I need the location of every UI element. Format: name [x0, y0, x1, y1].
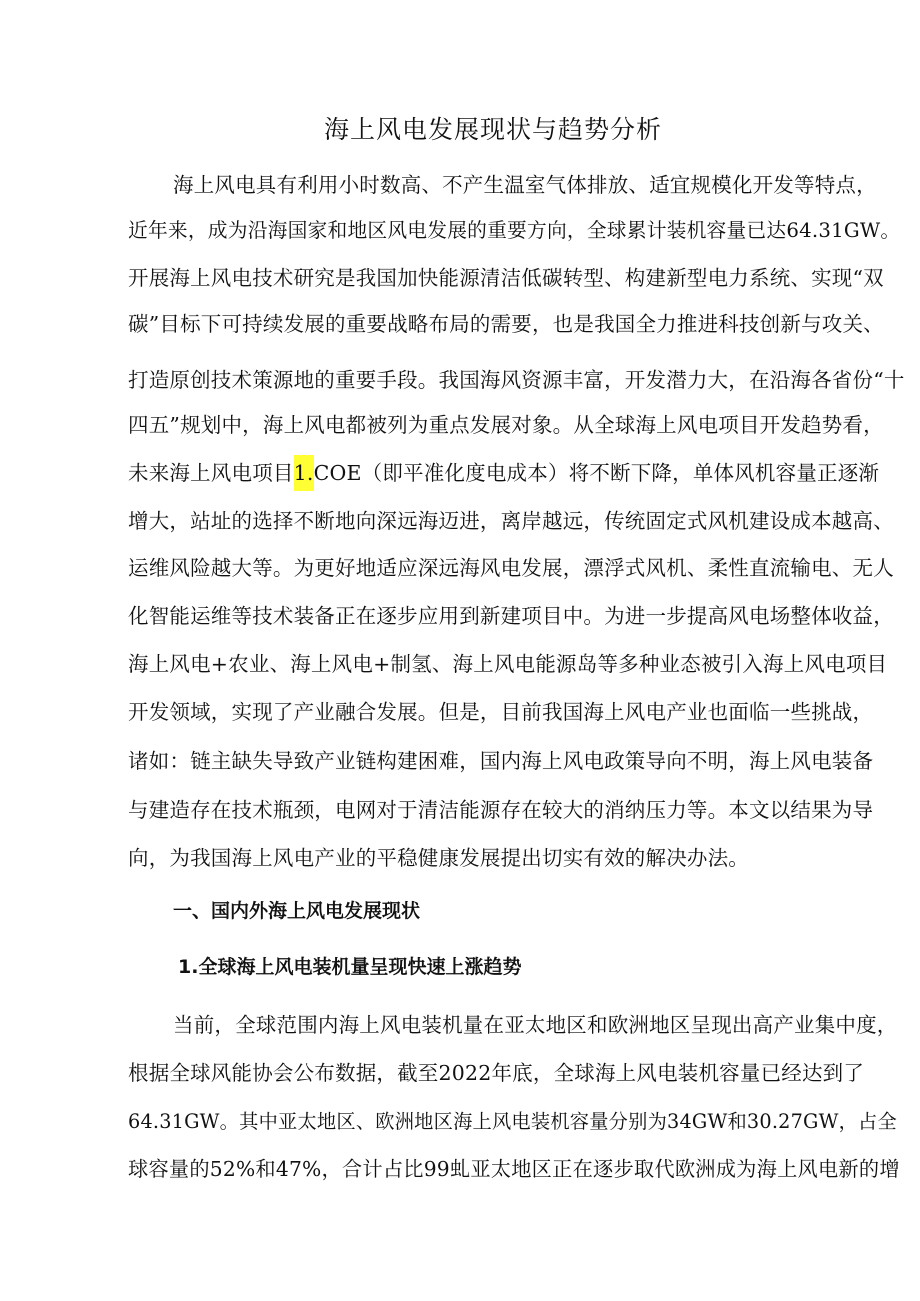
subsection-heading: 1.全球海上风电装机量呈现快速上涨趋势 — [178, 956, 522, 978]
intro-line-15: 向，为我国海上风电产业的平稳健康发展提出切实有效的解决办法。 — [128, 846, 749, 870]
body-line-2: 根据全球风能协会公布数据，截至2022年底，全球海上风电装机容量已经达到了 — [128, 1061, 865, 1085]
intro-line-14: 与建造存在技术瓶颈，电网对于清洁能源存在较大的消纳压力等。本文以结果为导 — [128, 798, 874, 822]
body-line-1: 当前，全球范围内海上风电装机量在亚太地区和欧洲地区呈现出高产业集中度， — [173, 1013, 898, 1037]
intro-line-13: 诸如：链主缺失导致产业链构建困难，国内海上风电政策导向不明，海上风电装备 — [128, 749, 874, 773]
intro-line-1: 海上风电具有利用小时数高、不产生温室气体排放、适宜规模化开发等特点， — [173, 173, 877, 197]
intro-line-11: 海上风电+农业、海上风电+制氢、海上风电能源岛等多种业态被引入海上风电项目 — [128, 652, 888, 676]
intro-line-3: 开展海上风电技术研究是我国加快能源清洁低碳转型、构建新型电力系统、实现“双 — [128, 266, 884, 290]
intro-line-7 — [128, 458, 879, 488]
intro-line-4: 碳”目标下可持续发展的重要战略布局的需要，也是我国全力推进科技创新与攻关、 — [128, 312, 884, 336]
section-heading: 一、国内外海上风电发展现状 — [173, 900, 421, 922]
body-line-3: 64.31GW。其中亚太地区、欧洲地区海上风电装机容量分别为34GW和30.27GW，占全 — [128, 1110, 897, 1133]
intro-line-5: 打造原创技术策源地的重要手段。我国海风资源丰富，开发潜力大，在沿海各省份“十 — [128, 368, 905, 392]
page-title: 海上风电发展现状与趋势分析 — [323, 115, 662, 144]
intro-line-9: 运维风险越大等。为更好地适应深远海风电发展，漂浮式风机、柔性直流输电、无人 — [128, 556, 894, 580]
highlighted-text: 1. — [294, 455, 314, 491]
intro-line-7-end: COE（即平准化度电成本）将不断下降，单体风机容量正逐渐 — [313, 461, 880, 485]
intro-line-8: 增大，站址的选择不断地向深远海迈进，离岸越远，传统固定式风机建设成本越高、 — [128, 509, 894, 533]
intro-line-12: 开发领域，实现了产业融合发展。但是，目前我国海上风电产业也面临一些挑战， — [128, 700, 874, 724]
intro-line-10: 化智能运维等技术装备正在逐步应用到新建项目中。为进一步提高风电场整体收益， — [128, 604, 894, 628]
intro-line-7-start: 未来海上风电项目 — [128, 461, 294, 485]
body-line-4: 球容量的52%和47%，合计占比99虬亚太地区正在逐步取代欧洲成为海上风电新的增 — [128, 1157, 900, 1181]
intro-line-6: 四五”规划中，海上风电都被列为重点发展对象。从全球海上风电项目开发趋势看， — [128, 413, 884, 437]
intro-line-2: 近年来，成为沿海国家和地区风电发展的重要方向，全球累计装机容量已达64.31GW。 — [128, 219, 901, 242]
